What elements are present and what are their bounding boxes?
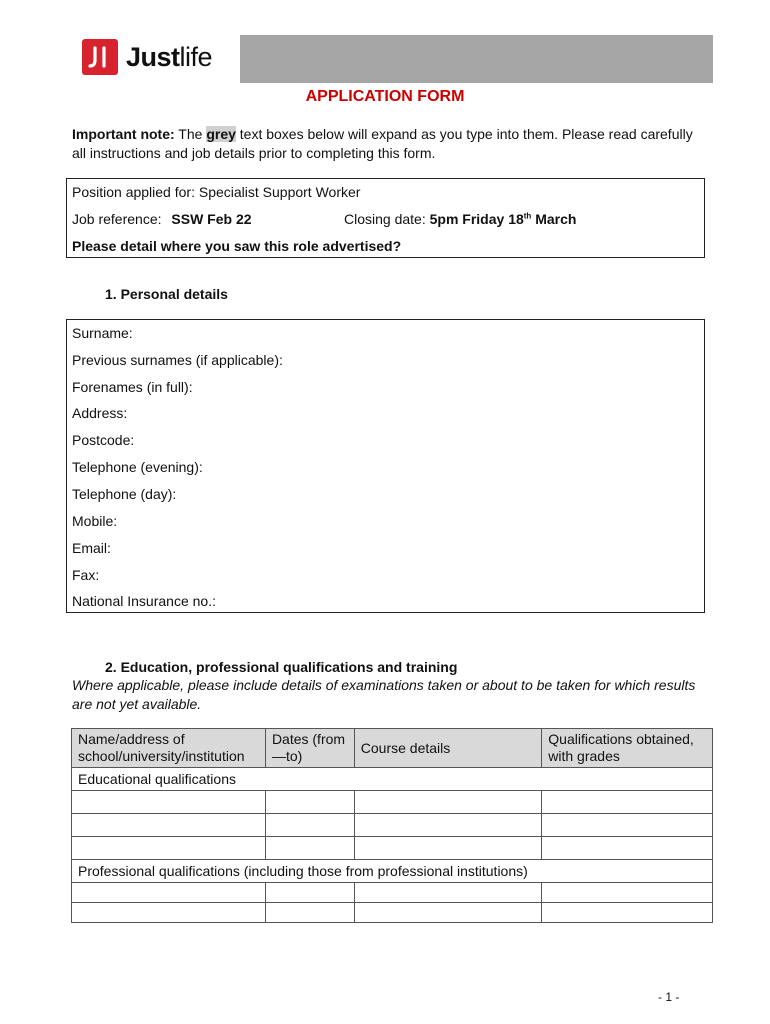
table-cell[interactable] <box>72 883 266 903</box>
table-cell[interactable] <box>542 837 713 860</box>
postcode-field[interactable]: Postcode: <box>72 432 135 448</box>
email-field[interactable]: Email: <box>72 540 111 556</box>
table-cell[interactable] <box>542 883 713 903</box>
table-cell[interactable] <box>72 791 266 814</box>
table-cell[interactable] <box>265 814 354 837</box>
job-reference-row: Job reference: SSW Feb 22 <box>72 211 252 227</box>
table-cell[interactable] <box>354 837 541 860</box>
educational-section-row <box>72 768 713 791</box>
professional-qualifications-label: Professional qualifications (including those from professional institutions) <box>72 860 713 883</box>
forenames-field[interactable]: Forenames (in full): <box>72 379 193 395</box>
section1-heading: 1. Personal details <box>105 286 228 302</box>
national-insurance-field[interactable]: National Insurance no.: <box>72 593 216 609</box>
closing-date-value: 5pm Friday 18th March <box>429 211 577 227</box>
justlife-logo <box>82 39 212 75</box>
educational-qualifications-label: Educational qualifications <box>72 768 713 791</box>
table-cell[interactable] <box>72 814 266 837</box>
table-cell[interactable] <box>265 791 354 814</box>
table-cell[interactable] <box>72 837 266 860</box>
col-course: Course details <box>354 729 541 768</box>
fax-field[interactable]: Fax: <box>72 567 100 583</box>
closing-date-row: Closing date: 5pm Friday 18th March <box>344 211 577 227</box>
note-label: Important note: <box>72 126 175 142</box>
telephone-day-field[interactable]: Telephone (day): <box>72 486 177 502</box>
mobile-field[interactable]: Mobile: <box>72 513 118 529</box>
form-title: APPLICATION FORM <box>305 88 465 105</box>
table-row <box>72 791 713 814</box>
page-number: - 1 - <box>658 990 680 1004</box>
table-cell[interactable] <box>542 791 713 814</box>
table-cell[interactable] <box>354 883 541 903</box>
table-cell[interactable] <box>265 837 354 860</box>
section2-intro: Where applicable, please include details of examinations taken or about to be taken for which results are not yet available. <box>72 677 696 712</box>
table-header-row <box>72 729 713 768</box>
position-applied: Position applied for: Specialist Support Worker <box>72 184 361 200</box>
table-row <box>72 814 713 837</box>
professional-section-row <box>72 860 713 883</box>
grey-highlight: grey <box>206 126 236 142</box>
position-details-box <box>66 178 705 258</box>
table-cell[interactable] <box>72 903 266 923</box>
table-cell[interactable] <box>354 791 541 814</box>
logo-text: Justlife <box>126 41 213 72</box>
table-cell[interactable] <box>542 903 713 923</box>
advertised-question[interactable]: Please detail where you saw this role advertised? <box>72 238 402 254</box>
job-reference-value[interactable]: SSW Feb 22 <box>171 211 252 227</box>
previous-surnames-field[interactable]: Previous surnames (if applicable): <box>72 352 283 368</box>
table-cell[interactable] <box>354 903 541 923</box>
table-cell[interactable] <box>265 883 354 903</box>
table-row <box>72 883 713 903</box>
surname-field[interactable]: Surname: <box>72 325 133 341</box>
table-cell[interactable] <box>542 814 713 837</box>
col-qualifications: Qualifications obtained, with grades <box>542 729 713 768</box>
header-grey-bar <box>240 35 713 83</box>
important-note: Important note: The grey text boxes below will expand as you type into them. Please read carefully all instructions and job details prior to completing this form. <box>72 126 693 161</box>
personal-details-box <box>66 319 705 613</box>
table-cell[interactable] <box>265 903 354 923</box>
telephone-evening-field[interactable]: Telephone (evening): <box>72 459 203 475</box>
justlife-logo-mark <box>82 39 118 75</box>
address-field[interactable]: Address: <box>72 405 128 421</box>
table-cell[interactable] <box>354 814 541 837</box>
col-dates: Dates (from—to) <box>265 729 354 768</box>
section2-heading: 2. Education, professional qualifications and training <box>105 659 458 675</box>
education-table <box>71 728 713 923</box>
table-row <box>72 903 713 923</box>
col-institution: Name/address of school/university/institution <box>72 729 266 768</box>
table-row <box>72 837 713 860</box>
